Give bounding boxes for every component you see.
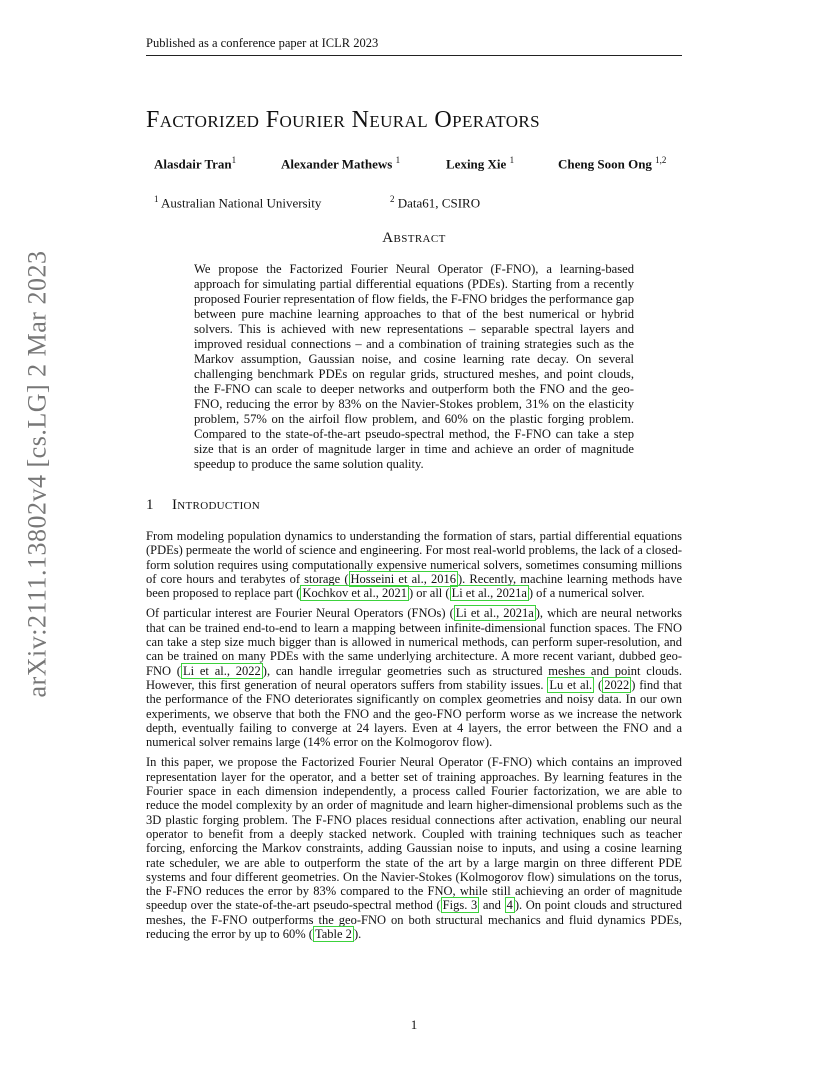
citation-link[interactable]: Kochkov et al., 2021 xyxy=(302,586,407,601)
page-number: 1 xyxy=(410,1017,418,1032)
paragraph-2: Of particular interest are Fourier Neural Operators (FNOs) ( Li et al., 2021a ), which are neural networks that can be trained end-to-end to learn a mapping between infinite-dimensional function spaces. The FNO can take a step size much bigger than is allowed in numerical methods, can perform super-resolution, and can be trained on many PDEs with the same underlying architecture. A more recent variant, dubbed geo-FNO ( Li et al., 2022 ), can handle irregular geometries such as structured meshes and point clouds. However, this first generation of neural operators suffers from stability issues. Lu et al. ( 2022 ) find that the performance of the FNO deteriorates significantly on complex geometries and noisy data. In our own experiments, we observe that both the FNO and the geo-FNO perform worse as we increase the network depth, eventually failing to converge at 24 layers. Even at 4 layers, the error between the FNO and a numerical solver remains large (14% error on the Kolmogorov flow). xyxy=(146,606,683,750)
citation-link[interactable]: Lu et al. xyxy=(549,677,593,692)
figure-reference-link[interactable]: Figs. 3 xyxy=(442,898,478,913)
section-number: 1 xyxy=(146,497,154,513)
abstract-heading: Abstract xyxy=(382,230,446,246)
running-header: Published as a conference paper at ICLR 2023 xyxy=(146,36,682,56)
citation-link[interactable]: Hosseini et al., 2016 xyxy=(350,571,456,586)
figure-reference-link[interactable]: 4 xyxy=(506,898,513,913)
affiliation-1: $^1$ Australian National University xyxy=(154,194,322,211)
arxiv-identifier-text: arXiv:2111.13802v4 [cs.LG] 2 Mar 2023 xyxy=(22,250,52,698)
paper-title: Factorized Fourier Neural Operators xyxy=(146,107,541,133)
abstract-text: We propose the Factorized Fourier Neural Operator (F-FNO), a learning-based approach for simulating partial differential equations (PDEs). Starting from a recently proposed Fourier representation of flow fields, the F-FNO bridges the performance gap between pure machine learning approaches to that of the best numerical or hybrid solvers. This is achieved with new representations – separable spectral layers and improved residual connections – and a combination of training strategies such as the Markov assumption, Gaussian noise, and cosine learning rate decay. On several challenging benchmark PDEs on regular grids, structured meshes, and point clouds, the F-FNO can scale to deeper networks and outperform both the FNO and the geo-FNO, reducing the error by 83% on the Navier-Stokes problem, 31% on the elasticity problem, 57% on the airfoil flow problem, and 60% on the plastic forging problem. Compared to the state-of-the-art pseudo-spectral method, the F-FNO can take a step size that is an order of magnitude larger in time and achieve an order of magnitude speedup to produce the same solution quality. xyxy=(194,262,634,471)
citation-link[interactable]: Li et al., 2021a xyxy=(451,586,527,601)
section-heading-introduction xyxy=(146,497,260,514)
author-3: Lexing Xie $^1$ xyxy=(446,155,515,172)
paragraph-3: In this paper, we propose the Factorized Fourier Neural Operator (F-FNO) which contains an improved representation layer for the operator, and a better set of training approaches. By learning features in the Fourier space in each dimension independently, a process called Fourier factorization, we are able to reduce the model complexity by an order of magnitude and learn higher-dimensional problems such as the 3D plastic forging problem. The F-FNO places residual connections after activation, enabling our neural operator to benefit from a deeply stacked network. Coupled with training techniques such as teacher forcing, enforcing the Markov constraints, adding Gaussian noise to inputs, and using a cosine learning rate scheduler, we are able to outperform the state of the art by a large margin on three different PDE systems and four different geometries. On the Navier-Stokes (Kolmogorov flow) simulations on the torus, the F-FNO reduces the error by 83% compared to the FNO, while still achieving an order of magnitude speedup over the state-of-the-art pseudo-spectral method ( Figs. 3 and 4 ). On point clouds and structured meshes, the F-FNO outperforms the geo-FNO on both structural mechanics and fluid dynamics PDEs, reducing the error by up to 60% ( Table 2 ). xyxy=(146,755,682,942)
author-2: Alexander Mathews $^1$ xyxy=(281,155,401,172)
citation-link[interactable]: 2022 xyxy=(604,677,630,692)
arxiv-identifier-stamp xyxy=(17,250,57,698)
introduction-body xyxy=(146,529,682,947)
affiliation-2: $^2$ Data61, CSIRO xyxy=(390,194,481,211)
paragraph-1: From modeling population dynamics to understanding the formation of stars, partial differential equations (PDEs) permeate the world of science and engineering. For most real-world problems, the lack of a closed-form solution requires using computationally expensive numerical solvers, sometimes consuming millions of core hours and terabytes of storage ( Hosseini et al., 2016 ). Recently, machine learning methods have been proposed to replace part ( Kochkov et al., 2021 ) or all ( Li et al., 2021a ) of a numerical solver. xyxy=(146,529,682,601)
author-1: Alasdair Tran$^1$ xyxy=(154,155,237,172)
citation-link[interactable]: Li et al., 2022 xyxy=(182,663,261,678)
author-4: Cheng Soon Ong $^{1,2}$ xyxy=(558,155,667,172)
section-title: Introduction xyxy=(172,497,261,513)
table-reference-link[interactable]: Table 2 xyxy=(314,927,352,942)
citation-link[interactable]: Li et al., 2021a xyxy=(455,606,534,621)
